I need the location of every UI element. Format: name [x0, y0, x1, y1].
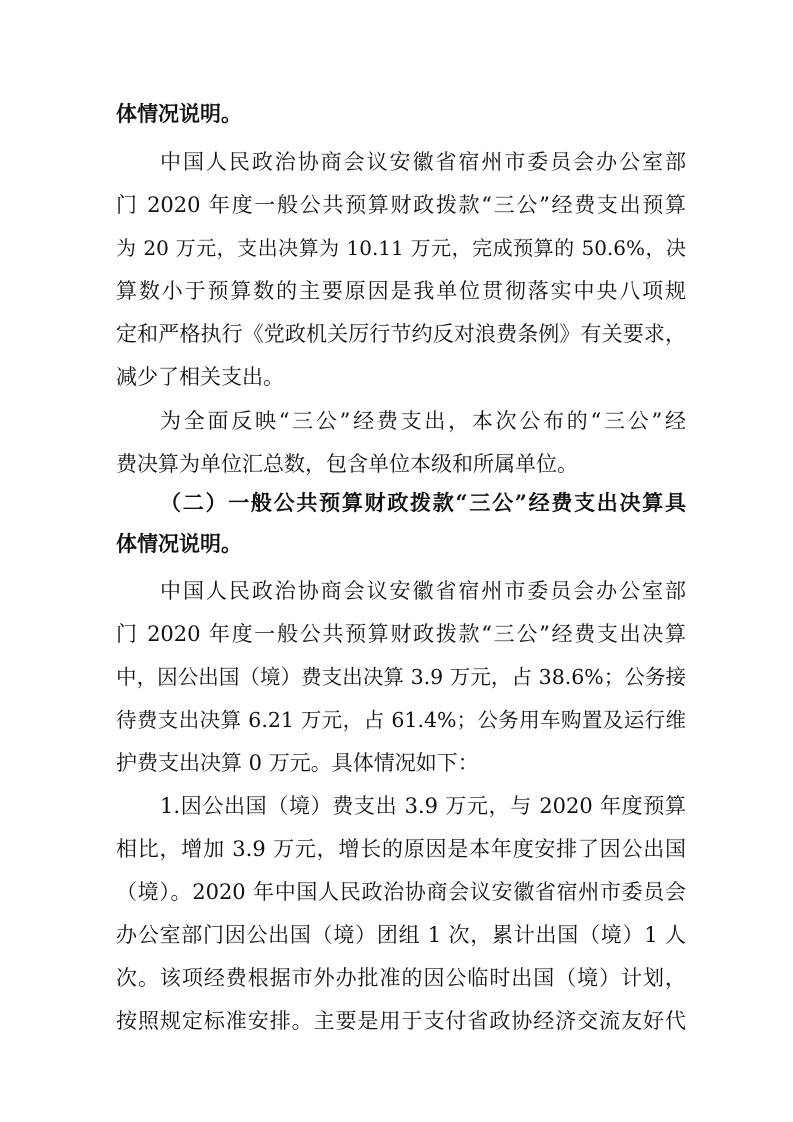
section-heading: 体情况说明。 [116, 531, 242, 556]
paragraph-line: 1.因公出国（境）费支出 3.9 万元，与 2020 年度预算 [160, 794, 686, 818]
paragraph-line: 待费支出决算 6.21 万元，占 61.4%；公务用车购置及运行维 [116, 708, 686, 732]
paragraph-line: 门 2020 年度一般公共预算财政拨款“三公”经费支出决算 [116, 622, 686, 646]
paragraph-line: 减少了相关支出。 [116, 365, 284, 389]
paragraph-line: 为全面反映“三公”经费支出，本次公布的“三公”经 [160, 409, 686, 433]
paragraph-line: 次。该项经费根据市外办批准的因公临时出国（境）计划， [116, 966, 686, 990]
paragraph-line: 中国人民政治协商会议安徽省宿州市委员会办公室部 [160, 150, 686, 174]
section-heading: （二）一般公共预算财政拨款“三公”经费支出决算具 [160, 490, 686, 515]
paragraph-line: （境）。2020 年中国人民政治协商会议安徽省宿州市委员会 [116, 880, 686, 904]
paragraph-line: 护费支出决算 0 万元。具体情况如下： [116, 751, 479, 775]
paragraph-line: 中国人民政治协商会议安徽省宿州市委员会办公室部 [160, 579, 686, 603]
paragraph-line: 为 20 万元，支出决算为 10.11 万元，完成预算的 50.6%，决 [116, 236, 686, 260]
paragraph-line: 算数小于预算数的主要原因是我单位贯彻落实中央八项规 [116, 279, 686, 303]
paragraph-line: 中，因公出国（境）费支出决算 3.9 万元，占 38.6%；公务接 [116, 665, 686, 689]
paragraph-line: 相比，增加 3.9 万元，增长的原因是本年度安排了因公出国 [116, 837, 686, 861]
paragraph-line: 办公室部门因公出国（境）团组 1 次，累计出国（境）1 人 [116, 923, 686, 947]
paragraph-line: 费决算为单位汇总数，包含单位本级和所属单位。 [116, 452, 578, 476]
section-heading-continuation: 体情况说明。 [116, 101, 242, 126]
paragraph-line: 按照规定标准安排。主要是用于支付省政协经济交流友好代 [116, 1009, 686, 1033]
paragraph-line: 门 2020 年度一般公共预算财政拨款“三公”经费支出预算 [116, 193, 686, 217]
paragraph-line: 定和严格执行《党政机关厉行节约反对浪费条例》有关要求， [116, 322, 686, 346]
